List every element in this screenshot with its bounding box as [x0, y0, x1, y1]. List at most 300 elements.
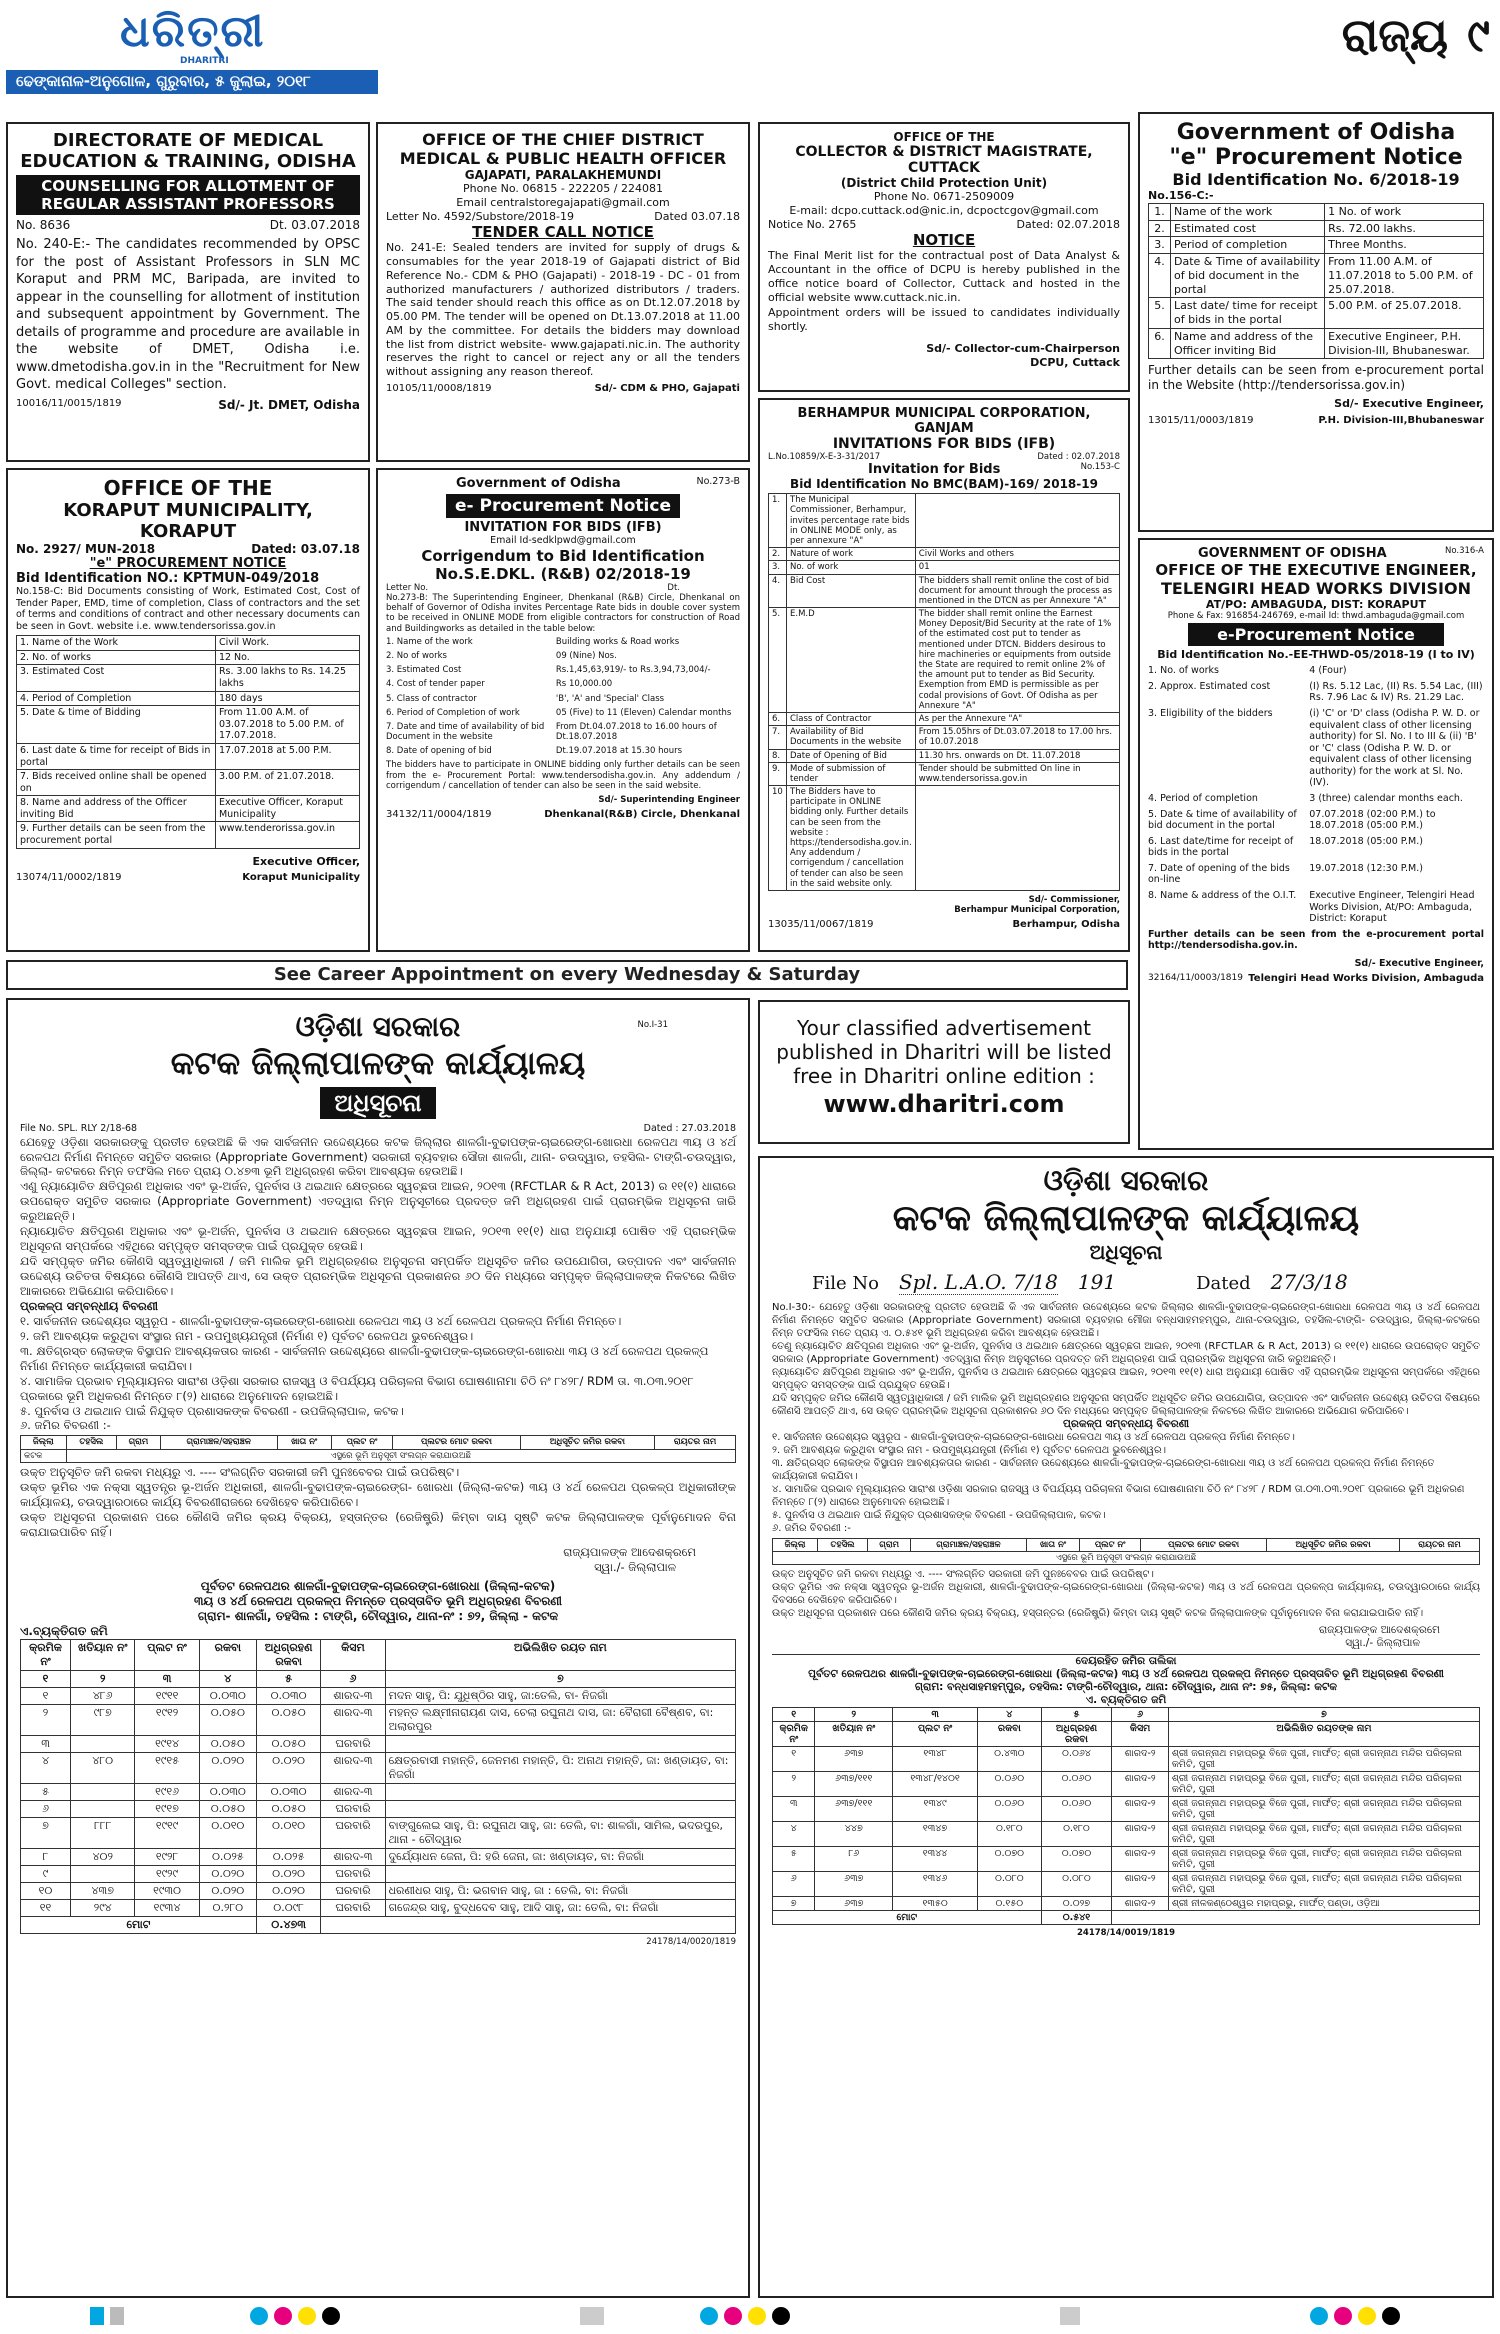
- lao1-total-value: ୦.୪୭୩: [256, 1917, 320, 1934]
- thwd-row-value: 4 (Four): [1309, 665, 1347, 677]
- lao2-p2: ତେଣୁ ନ୍ୟାୟୋଚିତ କ୍ଷତିପୂରଣ ଅଧିକାର ଏବଂ ଭୂ-ଅର୍ଜନ, ପୁନର୍ବାସ ଓ ଥଇଥାନ କ୍ଷେତ୍ରରେ ସ୍ୱଚ୍ଛତା ଆଇନ, ୨୦୧୩ (RFCTLAR & R Act, 2013) ର ୧୧(୧) ଧାରାରେ ଉପରୋକ୍ତ ସମୁଚିତ ସରକାର (Appropriate Government) ଏତଦ୍ୱାରା ନିମ୍ନ ଅନୁସୂଚୀରେ ପ୍ରଦତ୍ତ ଜମି ଅଧିଗ୍ରହଣ ପାଇଁ ପ୍ରାରମ୍ଭିକ ଅଧିସୂଚନା ଜାରି କରୁଅଛନ୍ତି।: [772, 1341, 1480, 1365]
- koraput-row-cell: 4. Period of Completion: [17, 691, 216, 706]
- lao-notice-2: [758, 1156, 1494, 2298]
- lao2-sched-num-cell: ୬: [1112, 1708, 1169, 1722]
- lao2-land-head-cell: ପ୍ଲଟର ମୋଟ ରକବା: [1141, 1539, 1267, 1552]
- section-title: [1260, 8, 1500, 78]
- lao1-sched-row-cell: ୪୮୦: [71, 1753, 135, 1784]
- collector-sign-1: Sd/- Collector-cum-Chairperson: [926, 341, 1120, 355]
- section-name: ରାଜ୍ୟ: [1341, 8, 1449, 62]
- lao2-sched-row-cell: ଶାରଦ-୨: [1112, 1897, 1169, 1911]
- bmc-row-cell: 4.: [769, 574, 787, 608]
- thwd-sign-2: Telengiri Head Works Division, Ambaguda: [1248, 973, 1484, 985]
- lao1-sched-row-cell: ୦.୦୩୦: [199, 1784, 256, 1801]
- dkl-row-label: 6. Period of Completion of work: [386, 707, 520, 718]
- lao1-sched-row-cell: ଘରବାରି: [321, 1883, 385, 1900]
- lao1-sched-row-cell: ୧୦: [21, 1883, 71, 1900]
- lao2-land-row: [773, 1552, 1480, 1565]
- lao1-sched-row-cell: ୧୯୨୮: [135, 1849, 199, 1866]
- collector-title-3: (District Child Protection Unit): [840, 176, 1048, 190]
- lao1-sched-row-cell: ୦.୨୮୦: [199, 1900, 256, 1917]
- eproc6-sign-1: Sd/- Executive Engineer,: [1334, 397, 1484, 411]
- lao2-sch-1: ପୂର୍ବତଟ ରେଳପଥର ଶାଳଗାଁ-ବୁଢାପଙ୍କ-ଚାଇରେଙ୍ଗ-ଖୋରଧା (ଜିଲ୍ଲା-କଟକ) ୩ୟ ଓ ୪ର୍ଥ ରେଳପଥ ପ୍ରକଳ୍ପ ନିମନ୍ତେ ପ୍ରସ୍ତାବିତ ଭୂମି ଅଧିଗ୍ରହଣ ବିବରଣୀ: [808, 1668, 1444, 1681]
- registration-marks-left: [90, 2306, 124, 2326]
- eproc6-row-cell: 4.: [1149, 254, 1171, 298]
- lao1-sched-row-cell: ୭: [21, 1818, 71, 1849]
- lao1-sched-row-cell: ଶାରଦ-୩: [321, 1849, 385, 1866]
- cdmo-dated: Dated 03.07.18: [654, 209, 740, 223]
- bmc-ifb-line: [768, 462, 1120, 477]
- lao1-p2: ଏଣୁ ନ୍ୟାୟୋଚିତ କ୍ଷତିପୂରଣ ଅଧିକାର ଏବଂ ଭୂ-ଅର୍ଜନ, ପୁନର୍ବାସ ଓ ଥଇଥାନ କ୍ଷେତ୍ରରେ ସ୍ୱଚ୍ଛତା ଆଇନ, ୨୦୧୩ (RFCTLAR & R Act, 2013) ର ୧୧(୧) ଧାରାରେ ଉପରୋକ୍ତ ସମୁଚିତ ସରକାର (Appropriate Government) ଏତଦ୍ୱାରା ନିମ୍ନ ଅନୁସୂଚୀରେ ପ୍ରଦତ୍ତ ଜମି ଅଧିଗ୍ରହଣ ପାଇଁ ପ୍ରାରମ୍ଭିକ ଅଧିସୂଚନା ଜାରି କରୁଅଛନ୍ତି।: [20, 1179, 736, 1224]
- lao1-sched-row-cell: ୪୩୭: [71, 1883, 135, 1900]
- koraput-row-cell: Executive Officer, Koraput Municipality: [215, 796, 359, 822]
- lao2-land-head: [773, 1539, 1480, 1552]
- cyan-dot: [250, 2307, 268, 2325]
- eproc6-title-1: Government of Odisha: [1176, 120, 1456, 145]
- lao1-sched-row-cell: ୧: [21, 1688, 71, 1705]
- dkl-row-value: Dt.19.07.2018 at 15.30 hours: [555, 746, 683, 757]
- cdmo-notice: [376, 122, 750, 462]
- dmet-code: 10016/11/0015/1819: [16, 397, 122, 409]
- dkl-table: [386, 637, 740, 757]
- bmc-row: [769, 494, 1120, 548]
- lao2-sched-row-cell: ୧୩୪୪: [893, 1847, 978, 1872]
- lao1-sched-row-cell: ଶାରଦ-୩: [321, 1705, 385, 1736]
- koraput-table: [16, 635, 360, 848]
- lao1-sched-row-cell: [385, 1784, 735, 1801]
- dkl-letter: Letter No.: [386, 582, 429, 593]
- bmc-ref: 13035/11/0067/1819: [768, 919, 874, 931]
- lao2-sched-row-cell: ୧୩୪୬: [893, 1872, 978, 1897]
- lao1-sched-num-cell: ୩: [135, 1671, 199, 1688]
- lao2-sched-row-cell: ଶ୍ରୀ ଜଗନ୍ନାଥ ମହାପ୍ରଭୁ ବିଜେ ପୁରୀ, ମାର୍ଫତ୍: ଶ୍ରୀ ଜଗନ୍ନାଥ ମନ୍ଦିର ପରିଚାଳନା କମିଟି, ପୁରୀ: [1168, 1797, 1479, 1822]
- dkl-row-value: 09 (Nine) Nos.: [555, 650, 617, 661]
- lao1-land-head: [21, 1436, 736, 1449]
- lao2-sched-row-cell: ୦.୧୮୦: [978, 1822, 1042, 1847]
- lao1-sched-row-cell: ୦.୦୨୦: [256, 1753, 320, 1784]
- dkl-title-4: No.S.E.DKL. (R&B) 02/2018-19: [435, 564, 691, 583]
- bmc-title-3: Invitation for Bids: [868, 462, 1001, 478]
- koraput-row-cell: From 11.00 A.M. of 03.07.2018 to 5.00 P.M. of 17.07.2018.: [215, 706, 359, 744]
- lao1-sched-row-cell: ୧୯୧୪: [135, 1736, 199, 1753]
- lao2-sched-row-cell: ୮୬: [815, 1847, 893, 1872]
- collector-subtitle: NOTICE: [912, 231, 976, 250]
- eproc6-row-cell: Three Months.: [1325, 237, 1484, 254]
- lao1-sched-num-cell: ୭: [385, 1671, 735, 1688]
- lao2-total-blank: [1112, 1911, 1480, 1925]
- eproc6-row: [1149, 298, 1484, 329]
- lao1-sched-row: [21, 1688, 736, 1705]
- thwd-row-value: (i) 'C' or 'D' class (Odisha P. W. D. or equivalent class of other licensing authority) for Sl. No. I to III & (ii) 'B' or 'C' class (Odisha P. W. D. or equivalent class of other licensing authority) for the work at Sl. No. (IV).: [1309, 707, 1480, 789]
- lao2-sched-row-cell: ୧: [773, 1747, 815, 1772]
- lao1-sched-row-cell: ୨: [21, 1705, 71, 1736]
- thwd-row-value: 19.07.2018 (12:30 P.M.): [1309, 862, 1423, 874]
- koraput-row-cell: 180 days: [215, 691, 359, 706]
- lao2-sched-row-cell: ୦.୦୭୦: [978, 1847, 1042, 1872]
- collector-phone: Phone No. 0671-2509009: [873, 190, 1015, 203]
- thwd-row: [1148, 890, 1484, 925]
- lao1-sched-head-cell: ଅଭିଲିଖିତ ରୟତ ନାମ: [385, 1640, 735, 1671]
- koraput-no: No. 2927/ MUN-2018: [16, 542, 156, 556]
- dkl-body: No.273-B: The Superintending Engineer, Dhenkanal (R&B) Circle, Dhenkanal on behalf of Governor of Odisha invites Percentage Rate bids in double cover system to be received in ONLINE MODE from eligible contractors for construction of Road and Buildingworks as detailed in the table below:: [386, 593, 740, 634]
- koraput-row: [17, 665, 360, 691]
- bmc-row-cell: 2.: [769, 548, 787, 561]
- career-strip: See Career Appointment on every Wednesday & Saturday: [6, 960, 1128, 990]
- lao1-item: ୨. ଜମି ଆବଶ୍ୟକ କରୁଥିବା ସଂସ୍ଥାର ନାମ - ଉପମୁଖ୍ୟଯନ୍ତ୍ରୀ (ନିର୍ମାଣ ୧) ପୂର୍ବତଟ ରେଳପଥ ଭୁବନେଶ୍ୱର।: [20, 1328, 474, 1343]
- lao1-sched-row-cell: ଧରଣୀଧର ସାହୁ, ପି: ଭଗବାନ ସାହୁ, ଜା : ତେଲି, ବା: ନିଜଗାଁ: [385, 1883, 735, 1900]
- lao1-sched-head-cell: ରକବା: [199, 1640, 256, 1671]
- cdmo-email: Email centralstoregajapati@gmail.com: [456, 195, 670, 209]
- lao2-sched-row: [773, 1897, 1480, 1911]
- dkl-top: [386, 476, 740, 492]
- koraput-row-cell: www.tenderorissa.gov.in: [215, 822, 359, 848]
- bmc-row-cell: 8.: [769, 749, 787, 762]
- lao2-p4: ଯଦି ସମ୍ପୃକ୍ତ ଜମିର କୌଣସି ସ୍ୱତ୍ୱାଧିକାରୀ / ଜମି ମାଲିକ ଭୂମି ଅଧିଗ୍ରହଣର ଅନୁସୂଚନା ସମ୍ପର୍କିତ ଅଧିସୂଚିତ ଜମିର ଉପଯୋଗିତା, ଉତ୍ପାଦନ ଏବଂ ସାର୍ବଜନୀନ ଉଦ୍ଦେଶ୍ୟ ଉଚିତତା ବିଷୟରେ କୌଣସି ଆପତ୍ତି ଥାଏ, ସେ ଉକ୍ତ ପ୍ରାରମ୍ଭିକ ଅଧିସୂଚନା ପ୍ରକାଶନର ୬୦ ଦିନ ମଧ୍ୟରେ ସମ୍ପୃକ୍ତ ଜିଲ୍ଲାପାଳଙ୍କ ନିକଟରେ ଲିଖିତ ଆକାରରେ ଅଭିଯୋଗ କରିପାରିବେ।: [772, 1393, 1480, 1417]
- lao1-land-note: ଏସ୍ଥରେ ଭୂମି ଅନୁସୂଚୀ ସଂଲଗ୍ନ କରାଯାଉଅଛି: [66, 1449, 736, 1462]
- thwd-row: [1148, 681, 1484, 704]
- lao1-sched-row-cell: ଦୁର୍ଯ୍ୟୋଧନ ଜେନା, ପି: ହରି ଜେନା, ଜା: ଖଣ୍ଡାୟତ, ବା: ନିଜଗାଁ: [385, 1849, 735, 1866]
- cdmo-body: No. 241-E: Sealed tenders are invited for supply of drugs & consumables for the year 2018-19 of Gajapati district of Bid Reference No.- CDM & PHO (Gajapati) - 2018-19 - DC - 01 from authorized manufacturers / authorized distributors / traders. The said tender should reach this office as on Dt.12.07.2018 by 05.00 PM. The tender will be opened on Dt.13.07.2018 at 11.00 AM by the committee. For details the bidders may download the list from district website- www.gajapati.nic.in. The authority reserves the right to cancel or reject any or all the tenders without assigning any reason thereof.: [386, 241, 740, 378]
- bmc-title-1: BERHAMPUR MUNICIPAL CORPORATION, GANJAM: [797, 406, 1091, 436]
- lao2-land-head-cell: ଗ୍ରାମ: [868, 1539, 911, 1552]
- lao1-sched-row-cell: ୦.୦୩୦: [256, 1784, 320, 1801]
- lao1-sched-head-cell: ପ୍ଲଟ ନଂ: [135, 1640, 199, 1671]
- bmc-row-cell: Date of Opening of Bid: [787, 749, 916, 762]
- dkl-ref: 34132/11/0004/1819: [386, 809, 492, 821]
- lao2-land-table: [772, 1538, 1480, 1565]
- classified-url[interactable]: www.dharitri.com: [823, 1090, 1065, 1118]
- eproc6-sign-2: P.H. Division-III,Bhubaneswar: [1318, 415, 1484, 426]
- lao1-sched-row-cell: ୧୯୧୯: [135, 1818, 199, 1849]
- dkl-foot: The bidders have to participate in ONLINE bidding only further details can be seen from the e- Procurement Portal: www.tendersodisha.gov.in. Any addendum / corrigendum / cancellation of tender can also be seen in the said website.: [386, 760, 740, 791]
- bmc-row: [769, 762, 1120, 785]
- lao1-sched-head: [21, 1640, 736, 1671]
- lao2-land-head-cell: ଅଧିସୂଚିତ ଜମିର ରକବା: [1267, 1539, 1400, 1552]
- koraput-sign-2: Koraput Municipality: [242, 872, 360, 884]
- lao1-sched-head-cell: ଖତିୟାନ ନଂ: [71, 1640, 135, 1671]
- dharitri-logo: [120, 6, 380, 66]
- lao1-sched-row-cell: ୦.୦୫୦: [256, 1736, 320, 1753]
- lao1-sched-row: [21, 1883, 736, 1900]
- lao1-p1: ଯେହେତୁ ଓଡ଼ିଶା ସରକାରଙ୍କୁ ପ୍ରତୀତ ହେଉଅଛି କି ଏକ ସାର୍ବଜନୀନ ଉଦ୍ଦେଶ୍ୟରେ କଟକ ଜିଲ୍ଲାର ଶାଳଗାଁ-ବୁଢାପଙ୍କ-ଚାଇରେଙ୍ଗ-ଖୋରଧା ରେଳପଥ ୩ୟ ଓ ୪ର୍ଥ ରେଳପଥ ନିର୍ମାଣ ନିମନ୍ତେ ସମୁଚିତ ସରକାର (Appropriate Government) ସରକାରୀ ବ୍ୟବହାର ସୌଜା ଶାଳଗାଁ, ଥାନା- ଚଉଦ୍ୱାର, ତହସିଲ- ଟାଙ୍ଗି-ଚଉଦ୍ୱାର, ଜିଲ୍ଲା- କଟକରେ ନିମ୍ନ ତଫସିଲ ମତେ ପ୍ରାୟ ୦.୪୭୩ ଭୂମି ଅଧିଗ୍ରହଣ କରିବା ଆବଶ୍ୟକ ହେଉଅଛି।: [20, 1134, 736, 1179]
- thwd-code: No.316-A: [1444, 546, 1484, 556]
- eproc6-row-cell: Last date/ time for receipt of bids in the portal: [1171, 298, 1325, 329]
- thwd-row-value: 3 (three) calendar months each.: [1309, 792, 1463, 804]
- eproc6-row-cell: Date & Time of availability of bid document in the portal: [1171, 254, 1325, 298]
- lao2-sched-head-cell: କ୍ରମିକ ନଂ: [773, 1722, 815, 1747]
- lao2-land-head-cell: ଖାତା ନଂ: [1026, 1539, 1079, 1552]
- lao2-sched-row-cell: ଶାରଦ-୨: [1112, 1747, 1169, 1772]
- lao2-item: ୨. ଜମି ଆବଶ୍ୟକ କରୁଥିବା ସଂସ୍ଥାର ନାମ - ଉପମୁଖ୍ୟଯନ୍ତ୍ରୀ (ନିର୍ମାଣ ୧) ପୂର୍ବତଟ ରେଳପଥ ଭୁବନେଶ୍ୱର।: [772, 1445, 1167, 1456]
- lao1-sched-row-cell: ୦.୦୩୦: [256, 1688, 320, 1705]
- dkl-dt: Dt.: [667, 582, 680, 593]
- bmc-row-cell: From 15.05hrs of Dt.03.07.2018 to 17.00 hrs. of 10.07.2018: [915, 726, 1119, 749]
- koraput-row: [17, 650, 360, 665]
- lao1-sched-row-cell: କ୍ଷେତ୍ରବାସୀ ମହାନ୍ତି, ଜେନମଣ ମହାନ୍ତି, ପି: ଅନାଥ ମହାନ୍ତି, ଜା: ଖଣ୍ଡାୟତ, ବା: ନିଜଗାଁ: [385, 1753, 735, 1784]
- eproc6-row: [1149, 328, 1484, 359]
- lao1-sched-row-cell: [71, 1866, 135, 1883]
- lao1-sched-row-cell: ୦.୦୧୦: [199, 1818, 256, 1849]
- eproc6-row-cell: 5.00 P.M. of 25.07.2018.: [1325, 298, 1484, 329]
- bmc-row-cell: No. of work: [787, 561, 916, 574]
- lao1-sched-row-cell: ୬: [21, 1801, 71, 1818]
- lao1-sched-row-cell: [71, 1784, 135, 1801]
- koraput-title-2: KORAPUT MUNICIPALITY, KORAPUT: [63, 500, 313, 542]
- lao2-sched-row-cell: ୧୩୪୭: [893, 1822, 978, 1847]
- lao2-sched-head-cell: କିସମ: [1112, 1722, 1169, 1747]
- lao2-land-note: ଏସ୍ଥରେ ଭୂମି ଅନୁସୂଚୀ ସଂଲଗ୍ନ କରାଯାଉଅଛି: [773, 1552, 1480, 1565]
- registration-marks-mid: [580, 2306, 604, 2326]
- thwd-gov: GOVERNMENT OF ODISHA: [1198, 546, 1387, 561]
- lao1-title-2: କଟକ ଜିଲ୍ଲାପାଳଙ୍କ କାର୍ଯ୍ୟାଳୟ: [170, 1044, 586, 1082]
- lao1-sched-row: [21, 1866, 736, 1883]
- dmet-body: No. 240-E:- The candidates recommended by OPSC for the post of Assistant Professors in SLN MC Koraput and PRM MC, Baripada, are invited to appear in the counselling for allotment of institution and subsequent appointment by Government. The details of programme and procedure are available in the website of DMET, Odisha i.e. www.dmetodisha.gov.in in the "Recruitment for New Govt. medical Colleges" section.: [16, 237, 360, 393]
- lao1-sched-row-cell: ୦.୦୨୦: [256, 1866, 320, 1883]
- lao2-land-head-cell: ଗ୍ରାମାଞ୍ଚଳ/ସହରାଞ୍ଚଳ: [911, 1539, 1027, 1552]
- lao1-sched-row-cell: ୦.୦୨୦: [256, 1883, 320, 1900]
- dkl-footer: [386, 809, 740, 820]
- eproc6-row-cell: 6.: [1149, 328, 1171, 359]
- bmc-row: [769, 608, 1120, 713]
- dkl-row-label: 4. Cost of tender paper: [386, 679, 485, 690]
- cdmo-letter-line: [386, 210, 740, 224]
- registration-dots-right: [1310, 2306, 1400, 2326]
- lao1-land-head-cell: ଗ୍ରାମ: [117, 1436, 161, 1449]
- dkl-row-label: 3. Estimated Cost: [386, 665, 462, 676]
- lao1-sched-row-cell: ବାଙ୍ଗୁଲେଇ ସାହୁ, ପି: ରଘୁନାଥ ସାହୁ, ଜା: ତେଲି, ବା: ଶାଳଗାଁ, ସାମିଲ, ଭଦରପୁର, ଥାନା - ଚୌଦ୍ୱାର: [385, 1818, 735, 1849]
- lao2-sched-row-cell: ଶ୍ରୀ ଜଗନ୍ନାଥ ମହାପ୍ରଭୁ ବିଜେ ପୁରୀ, ମାର୍ଫତ୍: ଶ୍ରୀ ଜଗନ୍ନାଥ ମନ୍ଦିର ପରିଚାଳନା କମିଟି, ପୁରୀ: [1168, 1872, 1479, 1897]
- classified-line-3: free in Dharitri online edition :: [793, 1064, 1095, 1088]
- koraput-row: [17, 706, 360, 744]
- lao1-items: [20, 1314, 736, 1434]
- cyan-dot-mid: [700, 2307, 718, 2325]
- lao2-sched-row-cell: ୭: [773, 1897, 815, 1911]
- lao1-sched-row-cell: ୦.୦୫୦: [256, 1801, 320, 1818]
- koraput-row-cell: 1. Name of the Work: [17, 636, 216, 651]
- bmc-row-cell: 10: [769, 786, 787, 891]
- lao1-sched-row-cell: ୩: [21, 1736, 71, 1753]
- lao1-sched-head-cell: କ୍ରମିକ ନଂ: [21, 1640, 71, 1671]
- lao2-items: [772, 1431, 1480, 1535]
- yellow-dot-right: [1358, 2307, 1376, 2325]
- registration-marks-right: [1060, 2306, 1080, 2326]
- koraput-row-cell: 2. No. of works: [17, 650, 216, 665]
- lao2-item: ୧. ସାର୍ବଜନୀନ ଉଦ୍ଦେଶ୍ୟର ସ୍ୱରୂପ - ଶାଳଗାଁ-ବୁଢାପଙ୍କ-ଚାଇରେଙ୍ଗ-ଖୋରଧା ରେଳପଥ ୩ୟ ଓ ୪ର୍ଥ ରେଳପଥ ପ୍ରକଳ୍ପ ନିର୍ମାଣ ନିମନ୍ତେ।: [772, 1432, 1295, 1443]
- lao1-p6: ଉକ୍ତ ଭୂମିର ଏକ ନକ୍ସା ସ୍ୱତନ୍ତ୍ର ଭୂ-ଅର୍ଜନ ଅଧିକାରୀ, ଶାଳଗାଁ-ବୁଢାପଙ୍କ-ଚାଇରେଙ୍ଗ- ଖୋରଧା (ଜିଲ୍ଲା-କଟକ) ୩ୟ ଓ ୪ର୍ଥ ରେଳପଥ ପ୍ରକଳ୍ପ ଅଧିକାରୀଙ୍କ କାର୍ଯ୍ୟାଳୟ, ଚଉଦ୍ୱାରଠାରେ କାର୍ଯ୍ୟ ବିବରଣୀରାଜରେ ଦେଖିହେବ କରିପାରିବେ।: [20, 1479, 736, 1509]
- lao1-sched-row-cell: ୧୯୧୭: [135, 1801, 199, 1818]
- lao1-sign: ସ୍ୱା./- ଜିଲ୍ଲାପାଳ: [594, 1560, 676, 1575]
- dkl-row: [386, 679, 740, 689]
- eproc6-row-cell: Rs. 72.00 lakhs.: [1325, 220, 1484, 237]
- bmc-notice: [758, 398, 1130, 952]
- dhenkanal-notice: [376, 468, 750, 952]
- lao2-p3: ନ୍ୟାୟୋଚିତ କ୍ଷତିପୂରଣ ଅଧିକାର ଏବଂ ଭୂ-ଅର୍ଜନ, ପୁନର୍ବାସ ଓ ଥଇଥାନ କ୍ଷେତ୍ରରେ ସ୍ୱଚ୍ଛତା ଆଇନ, ୨୦୧୩ ୧୧(୧) ଧାରା ଅନୁଯାୟୀ ପୋଷିତ ଏହି ପ୍ରାରମ୍ଭିକ ଅଧିସୂଚନା ସମ୍ପର୍କରେ ଏହିଥିରେ ସମ୍ପୃକ୍ତ ସମସ୍ତଙ୍କ ପାଇଁ ପ୍ରଯୁକ୍ତ ହେଉଛି।: [772, 1367, 1480, 1391]
- eproc6-footer: [1148, 415, 1484, 426]
- lao2-sched-head: [773, 1722, 1480, 1747]
- lao1-land-head-cell: ପ୍ଲଟ ନଂ: [331, 1436, 393, 1449]
- lao1-sched-row-cell: ୦.୦୨୫: [199, 1849, 256, 1866]
- bmc-footer: [768, 919, 1120, 930]
- eproc6-row-cell: 3.: [1149, 237, 1171, 254]
- lao1-sched-row-cell: [385, 1801, 735, 1818]
- lao2-title-2: କଟକ ଜିଲ୍ଲାପାଳଙ୍କ କାର୍ଯ୍ୟାଳୟ: [892, 1198, 1360, 1239]
- lao1-sched-row-cell: ୧୧: [21, 1900, 71, 1917]
- lao1-sched-num-cell: ୧: [21, 1671, 71, 1688]
- lao1-h1: ପ୍ରକଳ୍ପ ସମ୍ବନ୍ଧୀୟ ବିବରଣୀ: [20, 1298, 158, 1313]
- lao1-sched-row-cell: ୦.୦୧୦: [256, 1818, 320, 1849]
- lao1-sched-row-cell: ମହନ୍ତ ଲକ୍ଷ୍ମୀନାରାୟଣ ଦାସ, ଚେଲା ରଘୁନାଥ ଦାସ, ଜା: ବୈରାଗୀ ବୈଷ୍ଣବ, ବା: ଅଲାରପୁର: [385, 1705, 735, 1736]
- dkl-email: Email Id-sedklpwd@gmail.com: [490, 535, 636, 547]
- lao2-sched-row-cell: ୦.୪୩୦: [978, 1747, 1042, 1772]
- koraput-row: [17, 796, 360, 822]
- eproc6-row-cell: Estimated cost: [1171, 220, 1325, 237]
- lao2-sched-row-cell: ଶ୍ରୀ ଜଗନ୍ନାଥ ମହାପ୍ରଭୁ ବିଜେ ପୁରୀ, ମାର୍ଫତ୍: ଶ୍ରୀ ଜଗନ୍ନାଥ ମନ୍ଦିର ପରିଚାଳନା କମିଟି, ପୁରୀ: [1168, 1847, 1479, 1872]
- dkl-row: [386, 746, 740, 756]
- magenta-dot-right: [1334, 2307, 1352, 2325]
- lao1-sched-row-cell: ୦.୦୫୦: [199, 1801, 256, 1818]
- masthead: [0, 0, 1500, 120]
- lao1-sched-row-cell: ଘରବାରି: [321, 1736, 385, 1753]
- lao2-land-head-cell: ଜିଲ୍ଲା: [773, 1539, 818, 1552]
- dkl-row-value: Building works & Road works: [555, 636, 680, 647]
- collector-sign-2: DCPU, Cuttack: [1030, 355, 1120, 369]
- bmc-row-cell: Tender should be submitted On line in www.tendersorissa.gov.in: [915, 762, 1119, 785]
- lao1-file: File No. SPL. RLY 2/18-68: [20, 1123, 138, 1134]
- classified-line-1: Your classified advertisement: [797, 1016, 1091, 1040]
- lao2-sched-row-cell: ୦.୦୬୦: [978, 1772, 1042, 1797]
- dkl-ifb: INVITATION FOR BIDS (IFB): [464, 520, 662, 536]
- lao1-sched-row-cell: ଶାରଦ-୩: [321, 1784, 385, 1801]
- dkl-row: [386, 708, 740, 718]
- page-number: ୯: [1467, 8, 1490, 62]
- dmet-dt: Dt. 03.07.2018: [269, 218, 360, 232]
- dmet-title-2: EDUCATION & TRAINING, ODISHA: [20, 151, 356, 172]
- thwd-row: [1148, 836, 1484, 859]
- thwd-row-label: 2. Approx. Estimated cost: [1148, 680, 1271, 692]
- lao2-sched-row-cell: ୫: [773, 1847, 815, 1872]
- bmc-title-2: INVITATIONS FOR BIDS (IFB): [832, 436, 1056, 452]
- lao2-schedule-table: [772, 1707, 1480, 1925]
- lao1-sched-row-cell: ୦.୦୫୦: [199, 1736, 256, 1753]
- lao1-p3: ନ୍ୟାୟୋଚିତ କ୍ଷତିପୂରଣ ଅଧିକାର ଏବଂ ଭୂ-ଅର୍ଜନ, ପୁନର୍ବାସ ଓ ଥଇଥାନ କ୍ଷେତ୍ରରେ ସ୍ୱଚ୍ଛତା ଆଇନ, ୨୦୧୩ ୧୧(୧) ଧାରା ଅନୁଯାୟୀ ପୋଷିତ ଏହି ପ୍ରାରମ୍ଭିକ ଅଧିସୂଚନା ସମ୍ପର୍କରେ ଏହିଥିରେ ସମ୍ପୃକ୍ତ ସମସ୍ତଙ୍କ ପାଇଁ ପ୍ରଯୁକ୍ତ ହେଉଛି।: [20, 1224, 736, 1254]
- lao1-p5: ଉକ୍ତ ଅନୁସୂଚିତ ଜମି ରକବା ମଧ୍ୟରୁ ଏ. ---- ସଂଲଗ୍ନିତ ସରକାରୀ ଜମି ପୁନଃବେବର ପାଇଁ ଉପରିଷ୍ଟ।: [20, 1464, 460, 1479]
- lao1-item: ୬. ଜମିର ବିବରଣୀ :-: [20, 1418, 111, 1433]
- bmc-row-cell: 6.: [769, 712, 787, 725]
- collector-title-1: OFFICE OF THE: [893, 130, 995, 144]
- eproc6-row: [1149, 203, 1484, 220]
- cyan-swatch: [90, 2307, 104, 2325]
- lao1-total-row: [21, 1917, 736, 1934]
- koraput-row-cell: 6. Last date & time for receipt of Bids in portal: [17, 743, 216, 769]
- lao2-land-head-cell: ତହସିଲ: [818, 1539, 868, 1552]
- bmc-row: [769, 561, 1120, 574]
- lao2-sched-num-cell: ୨: [815, 1708, 893, 1722]
- eproc6-row-cell: Executive Engineer, P.H. Division-III, Bhubaneswar.: [1325, 328, 1484, 359]
- eproc6-row: [1149, 254, 1484, 298]
- eproc6-row-cell: Name of the work: [1171, 203, 1325, 220]
- dmet-footer: [16, 398, 360, 412]
- lao2-sch-2: ଗ୍ରାମ: ବନ୍ଧସାହମହମ୍ପୁର, ତହସିଲ: ଟାଙ୍ଗି-ଚୌଦ୍ୱାର, ଥାନା: ଚୌଦ୍ୱାର, ଥାନା ନଂ: ୭୫, ଜିଲ୍ଲା: କଟକ: [914, 1681, 1338, 1694]
- bmc-row-cell: The bidder shall remit online the Earnest Money Deposit/Bid Security at the rate of 1% of the estimated cost put to tender as mentioned under DTCN. Bidders desirous to hire machineries or equipments from outside the State are required to remit online 2% of the amount put to tender as Bid Security. Exemption from EMD is permissible as per codal provisions of Govt. Of Odisha as per Annexure "A": [915, 608, 1119, 713]
- dmet-title-1: DIRECTORATE OF MEDICAL: [52, 130, 324, 151]
- bmc-code: No.153-C: [1080, 462, 1120, 473]
- lao2-dated-label: Dated: [1196, 1273, 1251, 1294]
- lao1-land-head-cell: ତହସିଲ: [66, 1436, 117, 1449]
- lao2-sched-row-cell: ୧୩୫୦: [893, 1897, 978, 1911]
- cdmo-code: 10105/11/0008/1819: [386, 382, 492, 394]
- bmc-sign-3: Berhampur, Odisha: [1012, 919, 1120, 931]
- lao1-land-head-cell: ଗ୍ରାମାଞ୍ଚଳ/ସହରାଞ୍ଚଳ: [160, 1436, 277, 1449]
- lao1-file-line: [20, 1123, 736, 1135]
- dkl-row: [386, 637, 740, 647]
- lao1-sched-row-cell: ୧୯୧୬: [135, 1784, 199, 1801]
- lao2-sched-row-cell: ୬୩୭: [815, 1747, 893, 1772]
- lao2-sched-row-cell: ୬୩୭/୧୧୧: [815, 1797, 893, 1822]
- eproc6-row-cell: 2.: [1149, 220, 1171, 237]
- koraput-row-cell: Civil Work.: [215, 636, 359, 651]
- dmet-notice: [6, 122, 370, 462]
- black-dot-right: [1382, 2307, 1400, 2325]
- thwd-row-label: 6. Last date/time for receipt of bids in the portal: [1148, 835, 1294, 859]
- thwd-top: [1148, 546, 1484, 561]
- thwd-row: [1148, 793, 1484, 805]
- lao2-sched-row-cell: ୦.୧୫୦: [978, 1897, 1042, 1911]
- bmc-letter-line: [768, 452, 1120, 462]
- lao2-sched-num-cell: ୭: [1168, 1708, 1479, 1722]
- thwd-row-value: 07.07.2018 (02:00 P.M.) to 18.07.2018 (05:00 P.M.): [1309, 808, 1436, 832]
- lao2-sched-head-cell: ଅଧିଗ୍ରହଣ ରକବା: [1041, 1722, 1112, 1747]
- bmc-row: [769, 726, 1120, 749]
- bmc-row-cell: [915, 786, 1119, 891]
- thwd-title-1: OFFICE OF THE EXECUTIVE ENGINEER,: [1155, 561, 1477, 579]
- lao2-sched-head-cell: ପ୍ଲଟ ନଂ: [893, 1722, 978, 1747]
- lao1-sched-row-cell: ୦.୦୫୦: [256, 1705, 320, 1736]
- collector-email: E-mail: dcpo.cuttack.od@nic.in, dcpoctcgov@gmail.com: [789, 203, 1099, 217]
- lao2-sched-num-cell: ୫: [1041, 1708, 1112, 1722]
- lao1-sched-num: [21, 1671, 736, 1688]
- thwd-row: [1148, 863, 1484, 886]
- bmc-row-cell: 5.: [769, 608, 787, 713]
- lao1-sched-row-cell: ଶାରଦ-୩: [321, 1753, 385, 1784]
- cdmo-sign: Sd/- CDM & PHO, Gajapati: [594, 382, 740, 394]
- thwd-row-label: 4. Period of completion: [1148, 792, 1258, 804]
- lao2-total-value: ୦.୫୪୧: [1041, 1911, 1112, 1925]
- dkl-row-value: Rs 10,000.00: [555, 679, 613, 690]
- gray-swatch: [110, 2307, 124, 2325]
- koraput-code: 13074/11/0002/1819: [16, 872, 122, 884]
- lao2-sch-0: ଦେୟରହିତ ଜମିର ତାଲିକା: [772, 1654, 1480, 1668]
- lao1-total-blank: [321, 1917, 736, 1934]
- lao1-title-3-wrap: [20, 1087, 736, 1119]
- lao1-code: No.I-31: [637, 1020, 668, 1030]
- lao2-sched-row-cell: ୧୩୪୯: [893, 1797, 978, 1822]
- lao2-land-head-cell: ପ୍ଲଟ ନଂ: [1080, 1539, 1141, 1552]
- lao1-sched-head-cell: କିସମ: [321, 1640, 385, 1671]
- lao1-sched-row-cell: ୫: [21, 1784, 71, 1801]
- lao1-sched-row-cell: ୦.୦୨୦: [199, 1866, 256, 1883]
- koraput-footer: [16, 872, 360, 883]
- lao1-land-head-cell: ଖାତା ନଂ: [277, 1436, 331, 1449]
- bmc-row-cell: Nature of work: [787, 548, 916, 561]
- lao1-sched-row-cell: ୪୦୨: [71, 1849, 135, 1866]
- bmc-row-cell: 1.: [769, 494, 787, 548]
- lao2-sched-row-cell: ୨: [773, 1772, 815, 1797]
- bmc-row: [769, 548, 1120, 561]
- bmc-row-cell: The Bidders have to participate in ONLINE bidding only. Further details can be seen from the website : https://tendersodisha.gov.in. Any addendum / corrigendum / cancellation of tender can also be seen in the said website only.: [787, 786, 916, 891]
- lao1-sched-row-cell: ୧୯୧୫: [135, 1753, 199, 1784]
- lao1-sched-row-cell: ୦.୦୩୦: [199, 1688, 256, 1705]
- lao1-sched-row-cell: ଗଜେନ୍ଦ୍ର ସାହୁ, ବୁଦ୍ଧଦେବ ସାହୁ, ଆଦି ସାହୁ, ଜା: ତେଲି, ବା: ନିଜଗାଁ: [385, 1900, 735, 1917]
